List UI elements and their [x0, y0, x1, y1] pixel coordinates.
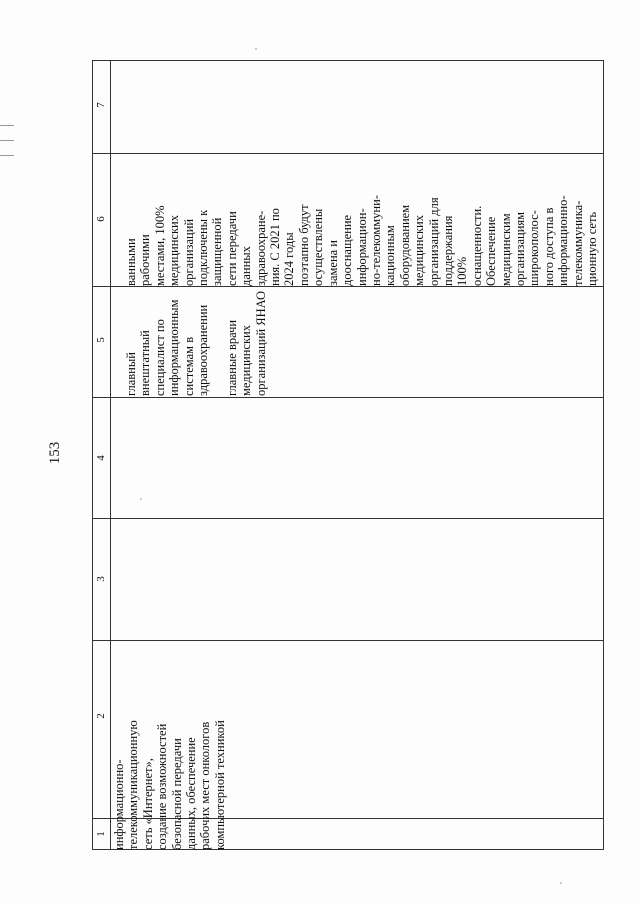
cell-line: 2024 годы [282, 232, 297, 286]
column-number-4: 4 [95, 455, 107, 461]
cell-line: замена и [325, 240, 340, 286]
column-divider-7-6 [92, 153, 604, 154]
cell-line: оборудованием [397, 204, 412, 286]
cell-line: организаций [181, 218, 196, 286]
column-number-2: 2 [95, 713, 107, 719]
scan-edge-mark [0, 155, 14, 156]
cell-line: ванными [124, 238, 138, 286]
cell-line: организациям [512, 211, 527, 286]
column-number-6: 6 [95, 216, 107, 222]
cell-line: данных, обеспечение [184, 737, 199, 850]
cell-line: безопасной передачи [169, 738, 184, 850]
cell-line: сеть «Интернет», [140, 758, 155, 850]
cell-line: ционную сеть [585, 211, 599, 286]
column-divider-4-3 [92, 518, 604, 519]
scan-speck [255, 48, 257, 50]
cell-line: ного доступа в [541, 207, 556, 286]
cell-line: телекоммуника- [570, 200, 585, 286]
cell-line: информационным [167, 299, 182, 396]
cell-line: подключены к [196, 209, 211, 286]
cell-line: организаций ЯНАО [253, 290, 268, 396]
cell-line: широкополос- [527, 210, 542, 286]
cell-line: медицинских [167, 215, 182, 286]
cell-line: 100% [455, 256, 470, 286]
cell-line: рабочих мест онкологов [198, 721, 213, 850]
paragraph-gap [210, 271, 224, 396]
cell-line: медицинских [412, 215, 427, 286]
scan-edge-mark [0, 125, 14, 126]
cell-line: осуществлены [311, 208, 326, 286]
cell-line: компьютерной техникой [212, 720, 227, 850]
cell-line: кационным [383, 225, 398, 286]
cell-line: местами, 100% [152, 205, 167, 286]
cell-line: рабочими [138, 234, 153, 286]
cell-line: поддержания [440, 215, 455, 286]
cell-line: дооснащение [340, 214, 355, 286]
column-number-7: 7 [95, 102, 107, 108]
cell-line: информационно- [112, 759, 126, 850]
cell-line: информационно- [556, 195, 571, 286]
column-number-5: 5 [95, 337, 107, 343]
cell-line: ния. С 2021 по [268, 208, 283, 286]
cell-column-2 [112, 630, 227, 850]
cell-line: телекоммуникационную [126, 720, 141, 850]
cell-line: сети передачи [224, 211, 239, 286]
cell-column-5 [124, 271, 268, 396]
cell-line: информацион- [354, 208, 369, 286]
cell-line: медицинским [498, 213, 513, 286]
cell-line: но-телекоммуни- [368, 195, 383, 286]
cell-line: поэтапно будут [296, 204, 311, 286]
cell-line: здравоохранении [196, 304, 211, 396]
cell-line: системам в [181, 336, 196, 396]
cell-line: защищенной [210, 217, 225, 286]
cell-line: данных [239, 246, 254, 286]
cell-line: здравоохране- [253, 210, 268, 286]
header-row-border [110, 60, 111, 850]
cell-line: Обеспечение [484, 216, 499, 286]
scan-speck [140, 498, 142, 500]
cell-line: внештатный [138, 330, 153, 396]
scan-edge-mark [0, 140, 14, 141]
cell-line: медицинских [239, 325, 254, 396]
cell-line: организаций для [426, 197, 441, 286]
column-number-3: 3 [95, 576, 107, 582]
column-number-1: 1 [95, 831, 107, 837]
page-number: 153 [46, 441, 63, 465]
column-divider-5-4 [92, 397, 604, 398]
cell-column-6 [124, 158, 599, 286]
cell-line: главный [124, 352, 138, 396]
cell-line: специалист по [152, 319, 167, 396]
cell-line: оснащенности. [469, 205, 484, 286]
scan-speck [560, 882, 562, 884]
cell-line: создание возможностей [155, 723, 170, 850]
cell-line: главные врачи [224, 319, 239, 396]
